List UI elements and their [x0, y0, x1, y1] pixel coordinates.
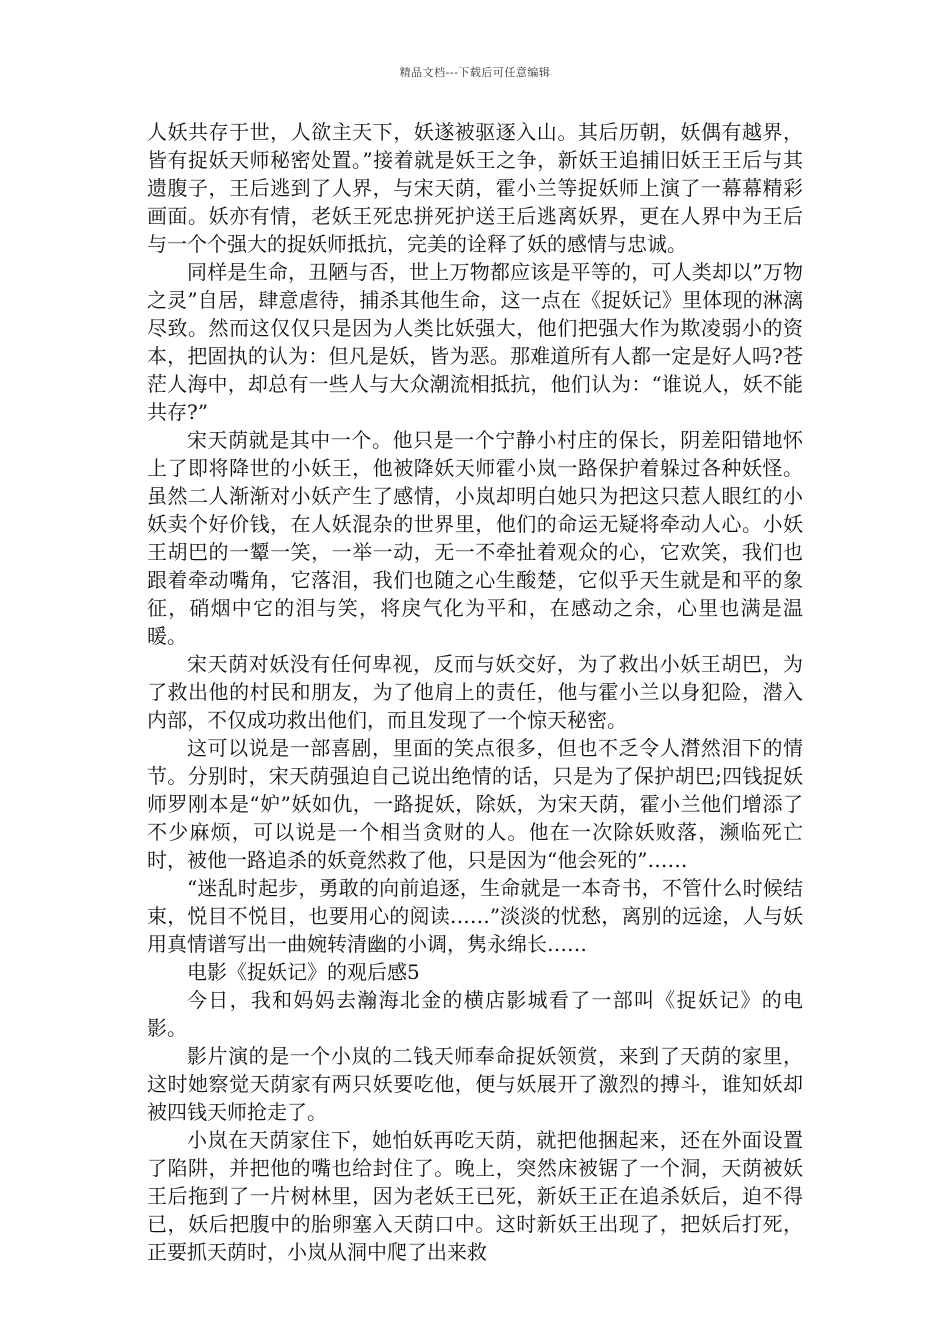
paragraph: 同样是生命，丑陋与否，世上万物都应该是平等的，可人类却以”万物之灵”自居，肆意虐待，捕杀其他生命，这一点在《捉妖记》里体现的淋漓尽致。然而这仅仅只是因为人类比妖强大，他们把强大作为欺凌弱小的资本，把固执的认为：但凡是妖，皆为恶。那难道所有人都一定是好人吗?苍茫人海中，却总有一些人与大众潮流相抵抗，他们认为：“谁说人，妖不能共存?”: [147, 260, 803, 424]
paragraph: 宋天荫就是其中一个。他只是一个宁静小村庄的保长，阴差阳错地怀上了即将降世的小妖王，他被降妖天师霍小岚一路保护着躲过各种妖怪。虽然二人渐渐对小妖产生了感情，小岚却明白她只为把这只惹人眼红的小妖卖个好价钱，在人妖混杂的世界里，他们的命运无疑将牵动人心。小妖王胡巴的一颦一笑，一举一动，无一不牵扯着观众的心，它欢笑，我们也跟着牵动嘴角，它落泪，我们也随之心生酸楚，它似乎天生就是和平的象征，硝烟中它的泪与笑，将戾气化为平和，在感动之余，心里也满是温暖。: [147, 428, 803, 648]
section-heading: 电影《捉妖记》的观后感5: [187, 960, 420, 984]
paragraph: 今日，我和妈妈去瀚海北金的横店影城看了一部叫《捉妖记》的电影。: [147, 988, 803, 1040]
paragraph: 影片演的是一个小岚的二钱天师奉命捉妖领赏，来到了天荫的家里，这时她察觉天荫家有两只妖要吃他，便与妖展开了激烈的搏斗，谁知妖却被四钱天师抢走了。: [147, 1044, 803, 1124]
paragraph: 小岚在天荫家住下，她怕妖再吃天荫，就把他捆起来，还在外面设置了陷阱，并把他的嘴也给封住了。晚上，突然床被锯了一个洞，天荫被妖王后拖到了一片树林里，因为老妖王已死，新妖王正在追杀妖后，迫不得已，妖后把腹中的胎卵塞入天荫口中。这时新妖王出现了，把妖后打死，正要抓天荫时，小岚从洞中爬了出来救: [147, 1128, 803, 1264]
page-header: 精品文档---下载后可任意编辑: [399, 66, 551, 79]
paragraph: “迷乱时起步，勇敢的向前追逐，生命就是一本奇书，不管什么时候结束，悦目不悦目，也要用心的阅读……”淡淡的忧愁，离别的远途，人与妖用真情谱写出一曲婉转清幽的小调，隽永绵长……: [147, 876, 803, 956]
paragraph: 这可以说是一部喜剧，里面的笑点很多，但也不乏令人潸然泪下的情节。分别时，宋天荫强迫自己说出绝情的话，只是为了保护胡巴;四钱捉妖师罗刚本是“妒”妖如仇，一路捉妖，除妖，为宋天荫，霍小兰他们增添了不少麻烦，可以说是一个相当贪财的人。他在一次除妖败落，濒临死亡时，被他一路追杀的妖竟然救了他，只是因为“他会死的”……: [147, 736, 803, 872]
paragraph: 宋天荫对妖没有任何卑视，反而与妖交好，为了救出小妖王胡巴，为了救出他的村民和朋友，为了他肩上的责任，他与霍小兰以身犯险，潜入内部，不仅成功救出他们，而且发现了一个惊天秘密。: [147, 652, 803, 732]
paragraph: 人妖共存于世，人欲主天下，妖遂被驱逐入山。其后历朝，妖偶有越界，皆有捉妖天师秘密处置。”接着就是妖王之争，新妖王追捕旧妖王王后与其遗腹子，王后逃到了人界，与宋天荫，霍小兰等捉妖师上演了一幕幕精彩画面。妖亦有情，老妖王死忠拼死护送王后逃离妖界，更在人界中为王后与一个个强大的捉妖师抵抗，完美的诠释了妖的感情与忠诚。: [147, 120, 803, 256]
document-body: [147, 118, 803, 1266]
